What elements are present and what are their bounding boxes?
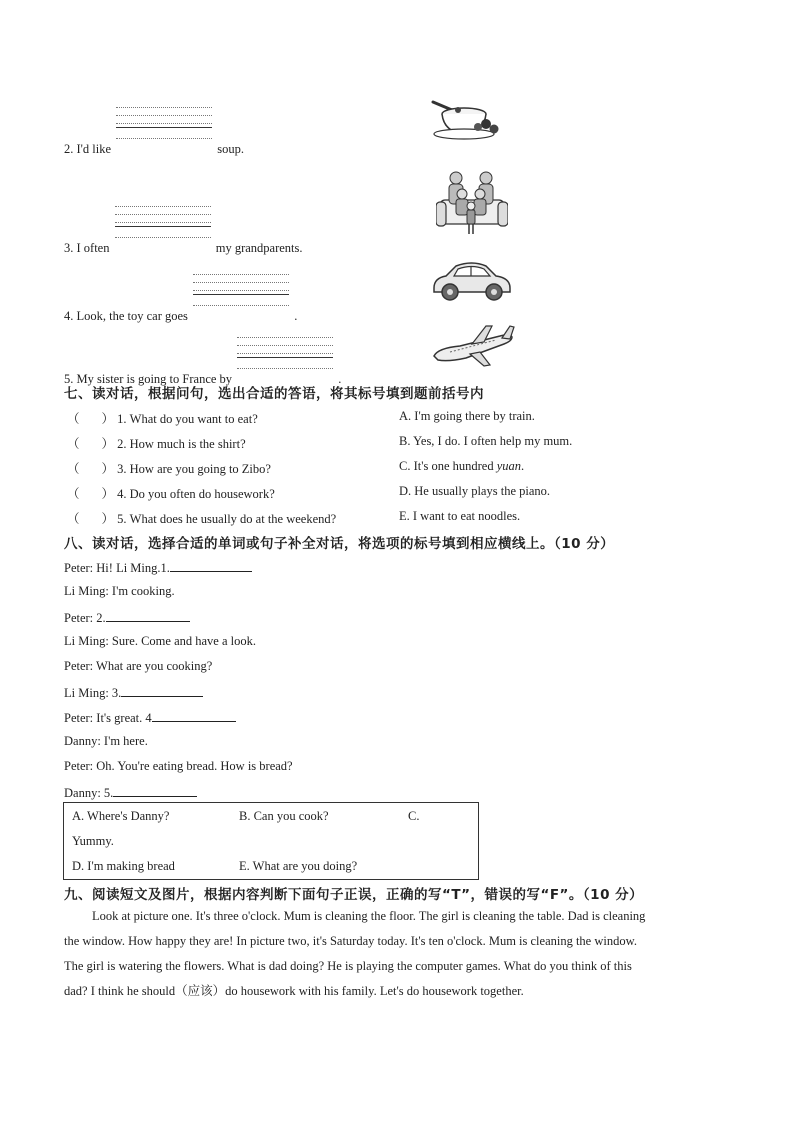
list-item: （ ） 4. Do you often do housework?: [67, 487, 275, 501]
answer-line[interactable]: [121, 684, 203, 697]
item-text-after: my grandparents.: [215, 241, 303, 255]
passage-line: dad? I think he should（应该）do housework with his family. Let's do housework together.: [64, 984, 524, 998]
option-a: A. Where's Danny?: [72, 809, 170, 823]
dialogue-line: Li Ming: 3.: [64, 684, 203, 701]
item-text-after: .: [338, 372, 342, 386]
family-icon: [436, 164, 508, 236]
answer-option: A. I'm going there by train.: [399, 409, 535, 423]
toy-car-icon: [430, 260, 514, 304]
reading-passage: [64, 904, 724, 1004]
options-box: [63, 802, 479, 880]
list-item: （ ） 1. What do you want to eat?: [67, 412, 258, 426]
airplane-icon: [430, 322, 516, 368]
option-e: E. What are you doing?: [239, 859, 358, 873]
answer-option: B. Yes, I do. I often help my mum.: [399, 434, 573, 448]
dialogue-line: Danny: 5.: [64, 784, 197, 801]
item-text-after: .: [294, 309, 298, 323]
dialogue-line: Peter: Oh. You're eating bread. How is bread?: [64, 759, 293, 773]
answer-option: E. I want to eat noodles.: [399, 509, 521, 523]
question-text: 2. How much is the shirt?: [117, 437, 246, 451]
item-text-before: 5. My sister is going to France by: [64, 372, 233, 386]
item-text-before: 4. Look, the toy car goes: [64, 309, 188, 323]
section-8-heading: 八、读对话，选择合适的单词或句子补全对话，将选项的标号填到相应横线上。（10 分）: [64, 536, 615, 552]
answer-blank[interactable]: [116, 129, 212, 157]
answer-line[interactable]: [170, 559, 252, 572]
list-item: （ ） 3. How are you going to Zibo?: [67, 462, 271, 476]
item-text-before: 2. I'd like: [64, 142, 112, 156]
dialogue-line: Peter: 2.: [64, 609, 190, 626]
question-text: 3. How are you going to Zibo?: [117, 462, 271, 476]
answer-line[interactable]: [152, 709, 236, 722]
dialogue-line: Peter: What are you cooking?: [64, 659, 213, 673]
dialogue-line: Li Ming: Sure. Come and have a look.: [64, 634, 256, 648]
question-text: 5. What does he usually do at the weekend?: [117, 512, 337, 526]
answer-line[interactable]: [113, 784, 197, 797]
item-text-before: 3. I often: [64, 241, 110, 255]
dialogue-line: Danny: I'm here.: [64, 734, 148, 748]
dialogue-line: Li Ming: I'm cooking.: [64, 584, 175, 598]
list-item: （ ） 2. How much is the shirt?: [67, 437, 246, 451]
answer-option: C. It's one hundred yuan.: [399, 459, 525, 473]
question-text: 1. What do you want to eat?: [117, 412, 258, 426]
option-c: C.: [408, 809, 420, 823]
passage-line: Look at picture one. It's three o'clock. Mum is cleaning the floor. The girl is cleaning the table. Dad is cleaning: [92, 909, 646, 923]
option-d: D. I'm making bread: [72, 859, 175, 873]
section-9-heading: 九、阅读短文及图片，根据内容判断下面句子正误，正确的写“T”，错误的写“F”。（10 分）: [64, 887, 644, 903]
answer-blank[interactable]: [193, 296, 289, 324]
passage-line: The girl is watering the flowers. What is dad doing? He is playing the computer games. What do you think of this: [64, 959, 632, 973]
item-text-after: soup.: [217, 142, 245, 156]
question-text: 4. Do you often do housework?: [117, 487, 275, 501]
list-item: （ ） 5. What does he usually do at the weekend?: [67, 512, 337, 526]
answer-blank[interactable]: [115, 228, 211, 256]
section-7-heading: 七、读对话，根据问句，选出合适的答语，将其标号填到题前括号内: [64, 386, 484, 402]
soup-bowl-icon: [430, 96, 502, 140]
passage-line: the window. How happy they are! In picture two, it's Saturday today. It's ten o'clock. Mum is cleaning the window.: [64, 934, 637, 948]
answer-option: D. He usually plays the piano.: [399, 484, 551, 498]
answer-line[interactable]: [106, 609, 190, 622]
option-b: B. Can you cook?: [239, 809, 329, 823]
dialogue-line: Peter: Hi! Li Ming.1.: [64, 559, 252, 576]
dialogue-line: Peter: It's great. 4: [64, 709, 236, 726]
option-c-continued: Yummy.: [72, 834, 114, 848]
